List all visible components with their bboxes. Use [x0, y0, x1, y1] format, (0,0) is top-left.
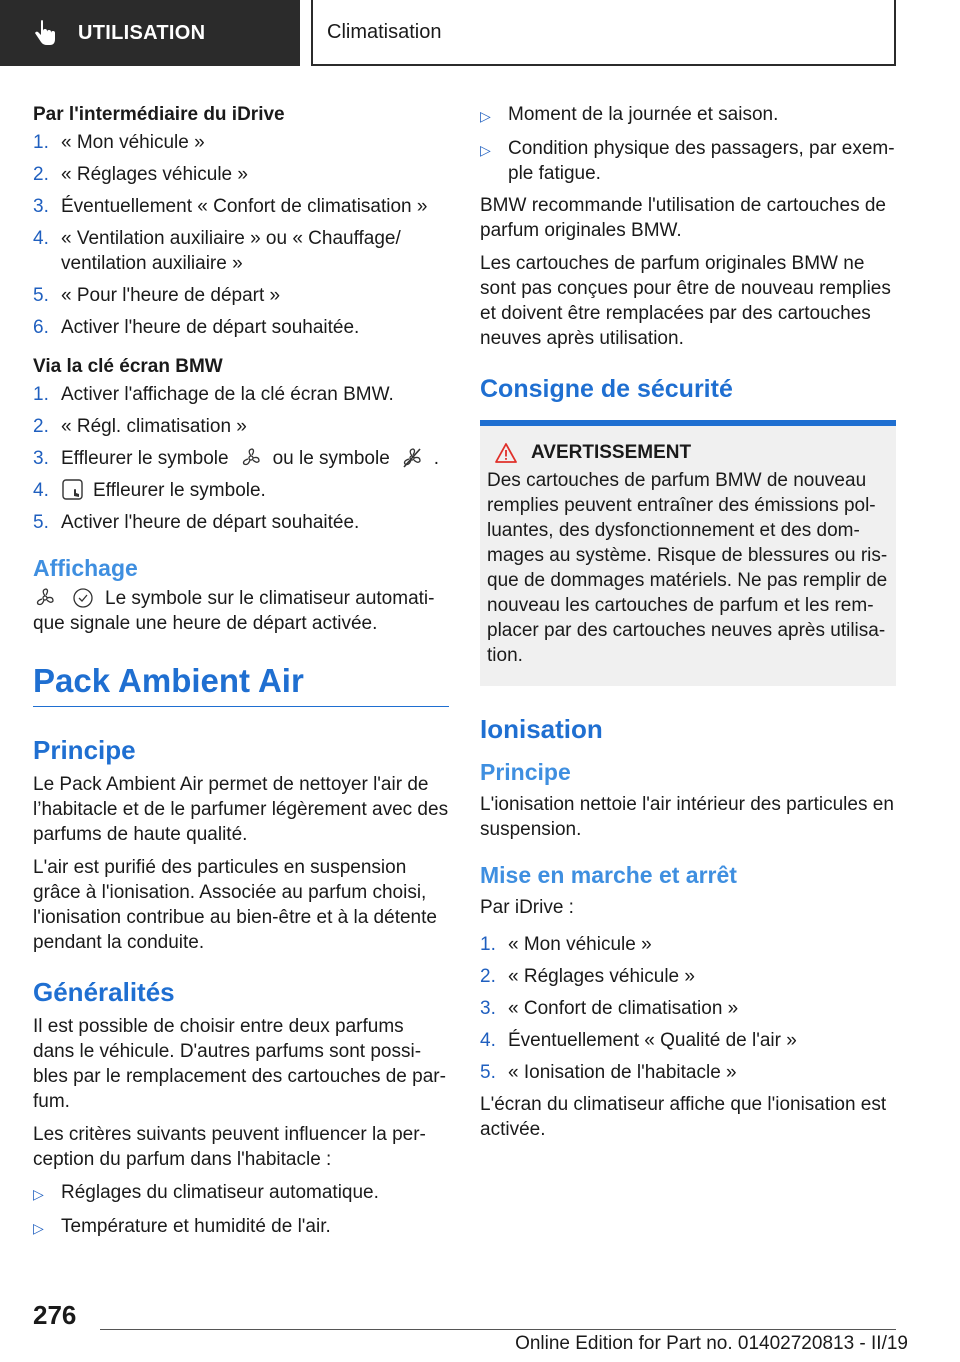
step-number: 2. — [480, 966, 496, 987]
step-text: « Ionisation de l'habitacle » — [508, 1062, 737, 1083]
warning-triangle-icon — [495, 443, 517, 463]
display-text: Le symbole sur le climatiseur automati- que signale une heure de départ activée. — [33, 588, 435, 634]
list-item — [480, 1060, 896, 1085]
list-item — [33, 446, 449, 471]
warning-header — [487, 442, 888, 464]
edition-text: Online Edition for Part no. 01402720813 - II/19 — [515, 1333, 908, 1354]
clock-check-icon — [71, 587, 95, 609]
list-item — [33, 226, 449, 276]
list-item — [33, 283, 449, 308]
display-text-block — [33, 586, 449, 636]
list-item — [480, 1028, 896, 1053]
ionisation-heading: Ionisation — [480, 714, 603, 744]
step-text — [61, 478, 449, 503]
step-number: 3. — [33, 448, 49, 469]
bullet-text: Condition physique des passagers, par exem- ple fatigue. — [508, 138, 895, 184]
safety-heading: Consigne de sécurité — [480, 375, 733, 403]
list-item — [480, 964, 896, 989]
step-text-part: . — [433, 448, 440, 469]
list-item — [480, 102, 896, 129]
recommend-text: BMW recommande l'utilisation de cartouches de parfum originales BMW. — [480, 195, 886, 241]
list-item — [33, 315, 449, 340]
ionisation-principe-heading: Principe — [480, 759, 571, 785]
list-item — [33, 194, 449, 219]
step-number: 5. — [480, 1062, 496, 1083]
idrive-steps — [33, 130, 449, 340]
bullet-text: Réglages du climatiseur automatique. — [61, 1182, 379, 1203]
list-item — [33, 162, 449, 187]
list-item — [33, 130, 449, 155]
bullet-text: Moment de la journée et saison. — [508, 104, 779, 125]
list-item — [480, 932, 896, 957]
general-bullets — [33, 1180, 449, 1241]
bullet-marker-icon: ▷ — [33, 1220, 44, 1236]
onoff-result: L'écran du climatiseur affiche que l'ionisation est activée. — [480, 1094, 887, 1140]
step-number: 1. — [33, 132, 49, 153]
right-column — [480, 102, 896, 1150]
step-number: 2. — [33, 416, 49, 437]
key-heading: Via la clé écran BMW — [33, 356, 223, 377]
onoff-heading: Mise en marche et arrêt — [480, 862, 737, 888]
step-number: 1. — [33, 384, 49, 405]
step-text: « Mon véhicule » — [508, 934, 652, 955]
screen-touch-icon — [61, 479, 85, 501]
touch-hand-icon — [30, 18, 60, 48]
general-p2: Les critères suivants peuvent influencer la per- ception du parfum dans l'habitacle : — [33, 1124, 426, 1170]
step-text-part: Effleurer le symbole — [61, 448, 229, 469]
warning-text: Des cartouches de parfum BMW de nouveau remplies peuvent entraîner des émissions pol- luantes, des dysfonctionnement et des dom- mages au système. Risque de blessures ou ris- que de dommages matériels. Ne pas remplir de nouveau les cartouches de parfum et les rem- placer par des cartouches neuves après utilisa- tion. — [487, 470, 888, 666]
bullet-marker-icon: ▷ — [480, 108, 491, 124]
step-number: 4. — [33, 480, 49, 501]
ionisation-principe-text: L'ionisation nettoie l'air intérieur des particules en suspension. — [480, 794, 894, 840]
list-item — [33, 382, 449, 407]
step-number: 1. — [480, 934, 496, 955]
principe-heading: Principe — [33, 735, 136, 765]
onoff-intro: Par iDrive : — [480, 897, 574, 918]
step-text: Activer l'heure de départ souhaitée. — [61, 317, 360, 338]
idrive-heading: Par l'intermédiaire du iDrive — [33, 104, 285, 125]
warning-box — [480, 420, 896, 686]
principe-p2: L'air est purifié des particules en suspension grâce à l'ionisation. Associée au parfum choisi, l'ionisation contribue au bien-être et à la détente pendant la conduite. — [33, 857, 437, 953]
general-p1: Il est possible de choisir entre deux parfums dans le véhicule. D'autres parfums sont possi- bles par le remplacement des cartouches de par- fum. — [33, 1016, 446, 1112]
criteria-bullets — [480, 102, 896, 186]
fan-off-icon — [400, 447, 424, 469]
step-text: « Confort de climatisation » — [508, 998, 739, 1019]
step-text: « Régl. climatisation » — [61, 416, 247, 437]
fan-icon — [239, 447, 263, 469]
step-text-part: Effleurer le symbole. — [93, 480, 266, 501]
list-item — [480, 136, 896, 186]
pack-title: Pack Ambient Air — [33, 662, 449, 707]
step-number: 4. — [33, 228, 49, 249]
list-item — [33, 1214, 449, 1241]
step-text — [61, 446, 449, 471]
step-number: 3. — [480, 998, 496, 1019]
bullet-marker-icon: ▷ — [480, 142, 491, 158]
step-text: « Réglages véhicule » — [508, 966, 695, 987]
step-text: Éventuellement « Confort de climatisation » — [61, 196, 428, 217]
key-steps — [33, 382, 449, 535]
list-item — [33, 414, 449, 439]
display-heading: Affichage — [33, 555, 138, 581]
step-number: 5. — [33, 512, 49, 533]
list-item — [33, 478, 449, 503]
list-item — [33, 1180, 449, 1207]
warning-title: AVERTISSEMENT — [531, 442, 692, 463]
left-column — [33, 100, 449, 1248]
principe-p1: Le Pack Ambient Air permet de nettoyer l'air de l’habitacle et de le parfumer légèrement avec des parfums de haute qualité. — [33, 774, 449, 845]
step-text: Activer l'affichage de la clé écran BMW. — [61, 384, 394, 405]
step-number: 6. — [33, 317, 49, 338]
section-tab — [0, 0, 300, 66]
list-item — [480, 996, 896, 1021]
section-title: UTILISATION — [78, 21, 206, 44]
step-text: « Ventilation auxiliaire » ou « Chauffage/ ventilation auxiliaire » — [61, 228, 401, 274]
step-number: 2. — [33, 164, 49, 185]
list-item — [33, 510, 449, 535]
step-number: 4. — [480, 1030, 496, 1051]
step-number: 3. — [33, 196, 49, 217]
chapter-tab — [311, 0, 896, 66]
onoff-steps — [480, 932, 896, 1085]
page-number: 276 — [33, 1300, 77, 1330]
step-text: Activer l'heure de départ souhaitée. — [61, 512, 360, 533]
step-text-part: ou le symbole — [272, 448, 390, 469]
step-number: 5. — [33, 285, 49, 306]
fan-icon — [33, 587, 57, 609]
step-text: « Mon véhicule » — [61, 132, 205, 153]
step-text: « Pour l'heure de départ » — [61, 285, 281, 306]
general-heading: Généralités — [33, 977, 175, 1007]
bullet-marker-icon: ▷ — [33, 1186, 44, 1202]
chapter-title: Climatisation — [327, 20, 442, 43]
step-text: « Réglages véhicule » — [61, 164, 248, 185]
footer-divider — [100, 1329, 896, 1330]
bullet-text: Température et humidité de l'air. — [61, 1216, 331, 1237]
step-text: Éventuellement « Qualité de l'air » — [508, 1030, 797, 1051]
cartridges-text: Les cartouches de parfum originales BMW ne sont pas conçues pour être de nouveau remplies et doivent être remplacées par des cartouches neuves après utilisation. — [480, 253, 891, 349]
